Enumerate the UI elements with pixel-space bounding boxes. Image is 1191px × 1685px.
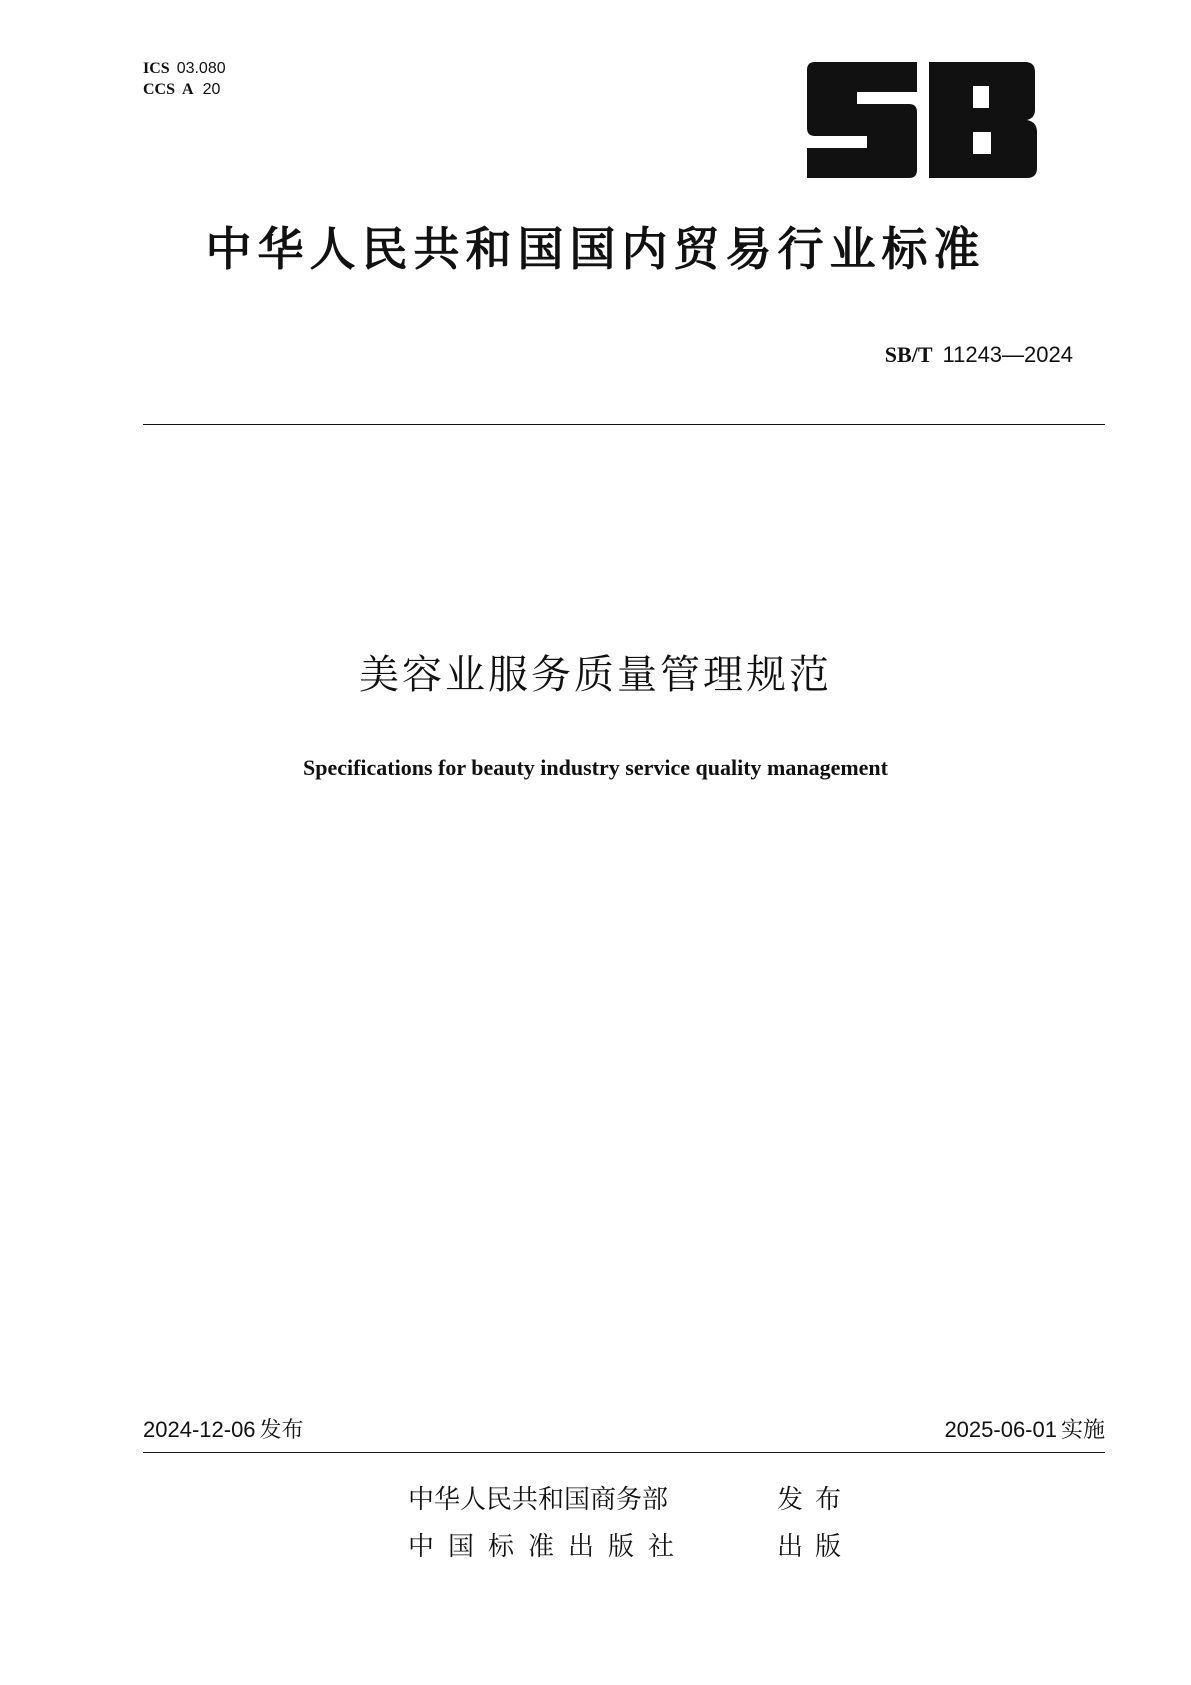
ics-row <box>143 58 226 79</box>
publisher-ministry-action: 发布 <box>777 1485 854 1515</box>
implement-date <box>944 1419 1105 1442</box>
ccs-label: CCS <box>143 81 176 98</box>
publisher-ministry: 中华人民共和国商务部 <box>408 1485 669 1515</box>
ics-code: 03.080 <box>176 60 226 77</box>
logo-letter-s <box>807 62 917 178</box>
ics-label: ICS <box>143 60 170 77</box>
document-title-en: Specifications for beauty industry service quality management <box>302 755 888 780</box>
sb-logo <box>807 62 1037 178</box>
ccs-row <box>143 79 226 100</box>
issue-date <box>143 1419 304 1442</box>
implement-date-value: 2025-06-01 <box>944 1417 1057 1442</box>
standard-number <box>885 344 1073 367</box>
footer-divider <box>143 1452 1105 1453</box>
issue-date-label: 发布 <box>259 1418 304 1443</box>
publisher-press-action: 出版 <box>777 1532 854 1562</box>
document-title-cn: 美容业服务质量管理规范 <box>359 652 832 698</box>
ccs-code: 20 <box>202 81 221 98</box>
header-divider <box>143 424 1105 425</box>
implement-date-label: 实施 <box>1060 1418 1105 1443</box>
publisher-press: 中国标准出版社 <box>408 1532 689 1562</box>
standard-number-code: 11243—2024 <box>942 342 1073 367</box>
standard-category-title: 中华人民共和国国内贸易行业标准 <box>205 222 986 276</box>
ccs-letter: A <box>182 81 194 98</box>
standard-number-prefix: SB/T <box>884 342 933 367</box>
logo-letter-b <box>929 62 1037 178</box>
issue-date-value: 2024-12-06 <box>143 1417 256 1442</box>
classification-codes <box>143 58 226 100</box>
